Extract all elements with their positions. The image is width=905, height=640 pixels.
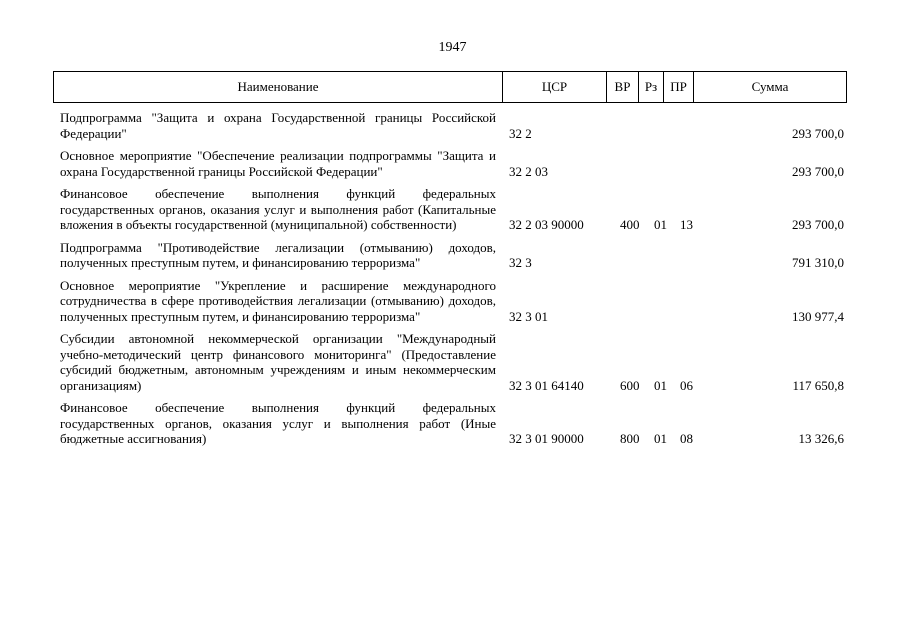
row-name: Основное мероприятие "Обеспечение реализации подпрограммы "Защита и охрана Государственной границы Российской Федерации"	[60, 148, 496, 179]
row-rz: 01	[654, 217, 667, 232]
row-name: Подпрограмма "Противодействие легализации (отмыванию) доходов, полученных преступным путем, и финансированию терроризма"	[60, 239, 496, 270]
row-sum: 293 700,0	[792, 125, 844, 141]
header-csr: ЦСР	[503, 72, 607, 102]
row-sum: 293 700,0	[792, 163, 844, 179]
row-sum: 293 700,0	[792, 217, 844, 232]
row-csr: 32 2 03	[509, 163, 548, 179]
table-row	[0, 110, 905, 141]
row-sum: 13 326,6	[798, 431, 844, 446]
table-row	[0, 148, 905, 179]
row-csr: 32 3 01 64140	[509, 377, 584, 393]
row-name: Финансовое обеспечение выполнения функций федеральных государственных органов, оказания услуг и выполнения работ (Иные бюджетные ассигнования)	[60, 400, 496, 446]
table-header	[53, 71, 847, 103]
row-sum: 117 650,8	[792, 377, 844, 393]
page-number: 1947	[438, 40, 467, 55]
row-pr: 13	[680, 217, 693, 232]
table-row	[0, 278, 905, 325]
row-csr: 32 2 03 90000	[509, 217, 584, 232]
row-pr: 08	[680, 431, 693, 446]
header-sum: Сумма	[751, 79, 789, 94]
table-row	[0, 240, 905, 271]
row-csr: 32 3 01	[509, 308, 548, 324]
row-name: Финансовое обеспечение выполнения функций федеральных государственных органов, оказания услуг и выполнения работ (Капитальные вложения в объекты государственной (муниципальной) собственности)	[60, 186, 496, 232]
row-pr: 06	[680, 377, 693, 393]
table-row	[0, 186, 905, 233]
row-vr: 800	[620, 431, 640, 446]
row-csr: 32 3	[509, 255, 532, 270]
row-sum: 130 977,4	[792, 308, 844, 324]
row-name: Подпрограмма "Защита и охрана Государственной границы Российской Федерации"	[60, 110, 496, 141]
row-name: Субсидии автономной некоммерческой организации "Международный учебно-методический центр финансового мониторинга" (Предоставление субсидий бюджетным, автономным учреждениям и иным некоммерческим организациям)	[60, 331, 496, 393]
table-body	[0, 110, 905, 454]
table-row	[0, 331, 905, 393]
row-vr: 400	[620, 217, 640, 232]
row-rz: 01	[654, 377, 667, 393]
row-csr: 32 2	[509, 125, 532, 141]
row-vr: 600	[620, 377, 640, 393]
header-pr: ПР	[664, 72, 694, 102]
row-sum: 791 310,0	[792, 255, 844, 270]
header-rz: Рз	[639, 72, 664, 102]
header-vr: ВР	[607, 72, 639, 102]
header-name: Наименование	[54, 72, 503, 102]
row-name: Основное мероприятие "Укрепление и расширение международного сотрудничества в сфере противодействия легализации (отмыванию) доходов, полученных преступным путем, и финансированию терроризма"	[60, 277, 496, 324]
row-rz: 01	[654, 431, 667, 446]
table-row	[0, 400, 905, 447]
row-csr: 32 3 01 90000	[509, 431, 584, 446]
